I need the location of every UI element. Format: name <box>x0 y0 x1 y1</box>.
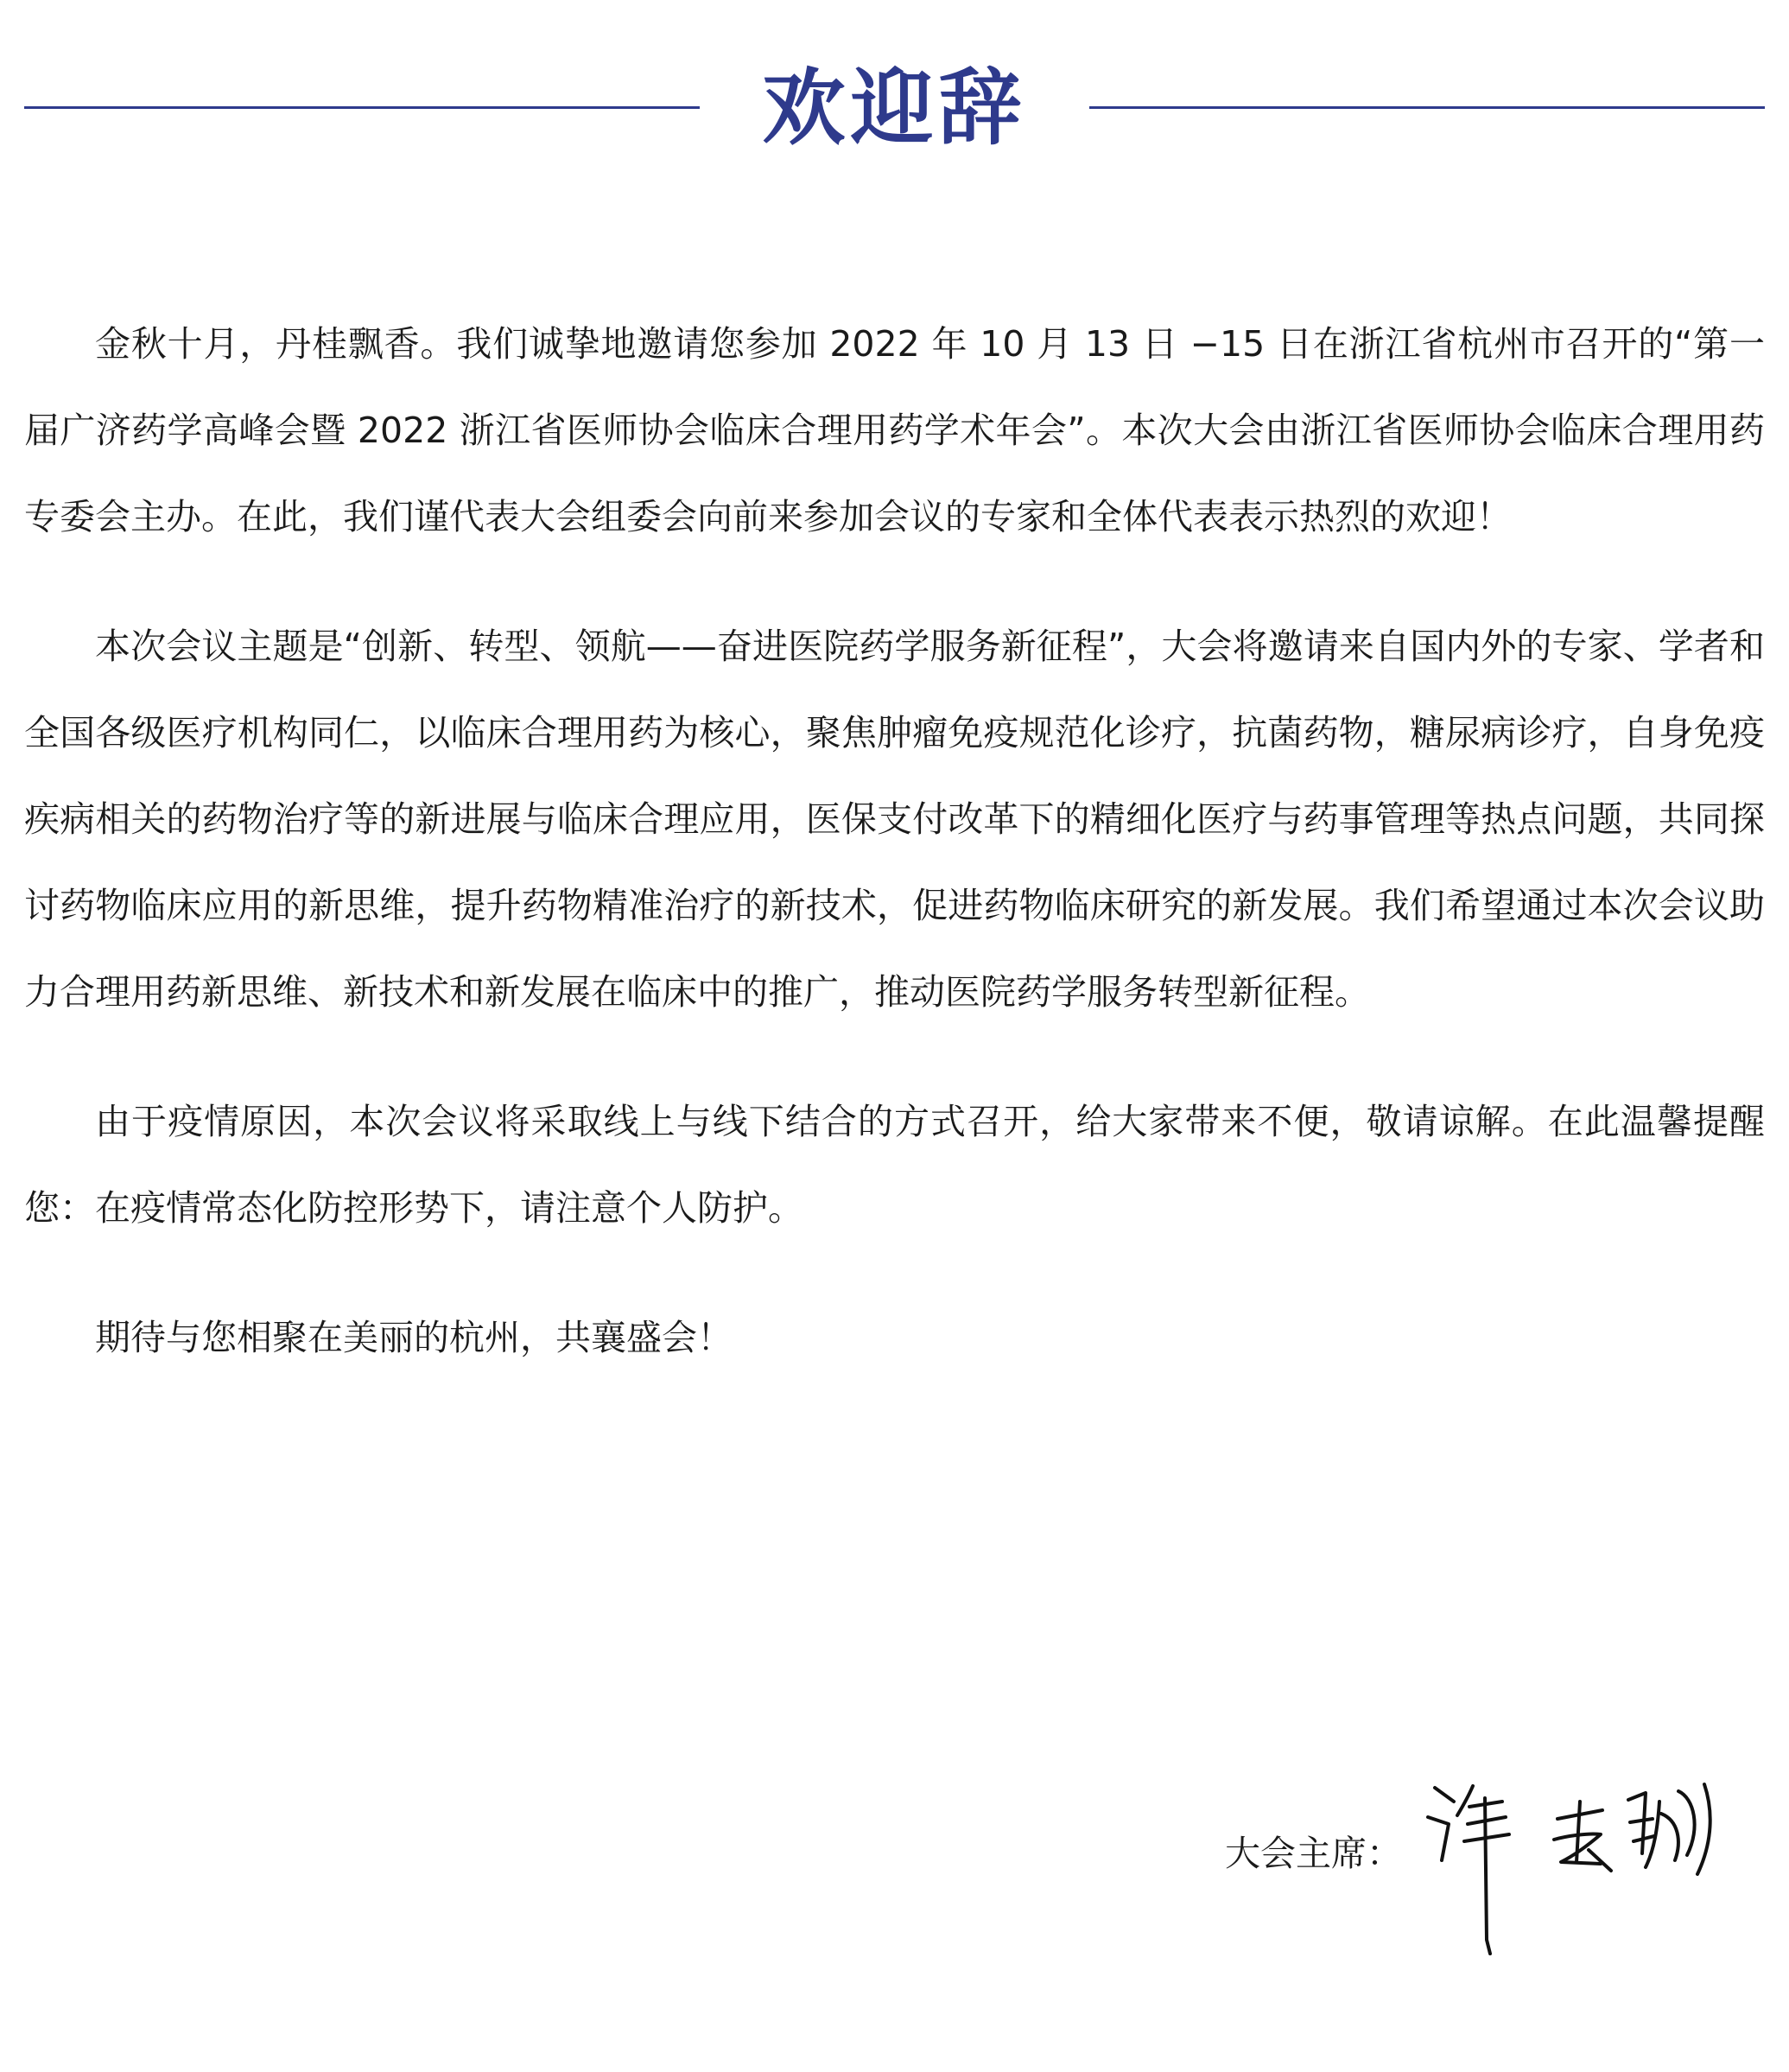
signature-block <box>1225 1767 1743 1966</box>
header <box>24 52 1765 164</box>
paragraph-closing: 期待与您相聚在美丽的杭州，共襄盛会！ <box>95 1317 733 1358</box>
header-right-rule <box>1089 106 1765 109</box>
paragraph-notice: 由于疫情原因，本次会议将采取线上与线下结合的方式召开，给大家带来不便，敬请谅解。在此温馨提醒您：在疫情常态化防控形势下，请注意个人防护。 <box>24 1101 1765 1229</box>
paragraph-theme: 本次会议主题是“创新、转型、领航——奋进医院药学服务新征程”，大会将邀请来自国内外的专家、学者和全国各级医疗机构同仁，以临床合理用药为核心，聚焦肿瘤免疫规范化诊疗，抗菌药物，糖尿病诊疗，自身免疫疾病相关的药物治疗等的新进展与临床合理应用，医保支付改革下的精细化医疗与药事管理等热点问题，共同探讨药物临床应用的新思维，提升药物精准治疗的新技术，促进药物临床研究的新发展。我们希望通过本次会议助力合理用药新思维、新技术和新发展在临床中的推广，推动医院药学服务转型新征程。 <box>24 626 1765 1013</box>
handwritten-signature <box>1419 1767 1730 1966</box>
letter-body <box>24 301 1765 1424</box>
chairman-label: 大会主席： <box>1225 1833 1402 1874</box>
paragraph-invitation: 金秋十月，丹桂飘香。我们诚挚地邀请您参加 2022 年 10 月 13 日 −15 日在浙江省杭州市召开的“第一届广济药学高峰会暨 2022 浙江省医师协会临床合理用药学术年会”。本次大会由浙江省医师协会临床合理用药专委会主办。在此，我们谨代表大会组委会向前来参加会议的专家和全体代表表示热烈的欢迎！ <box>24 323 1765 537</box>
page-title: 欢迎辞 <box>762 60 1027 156</box>
